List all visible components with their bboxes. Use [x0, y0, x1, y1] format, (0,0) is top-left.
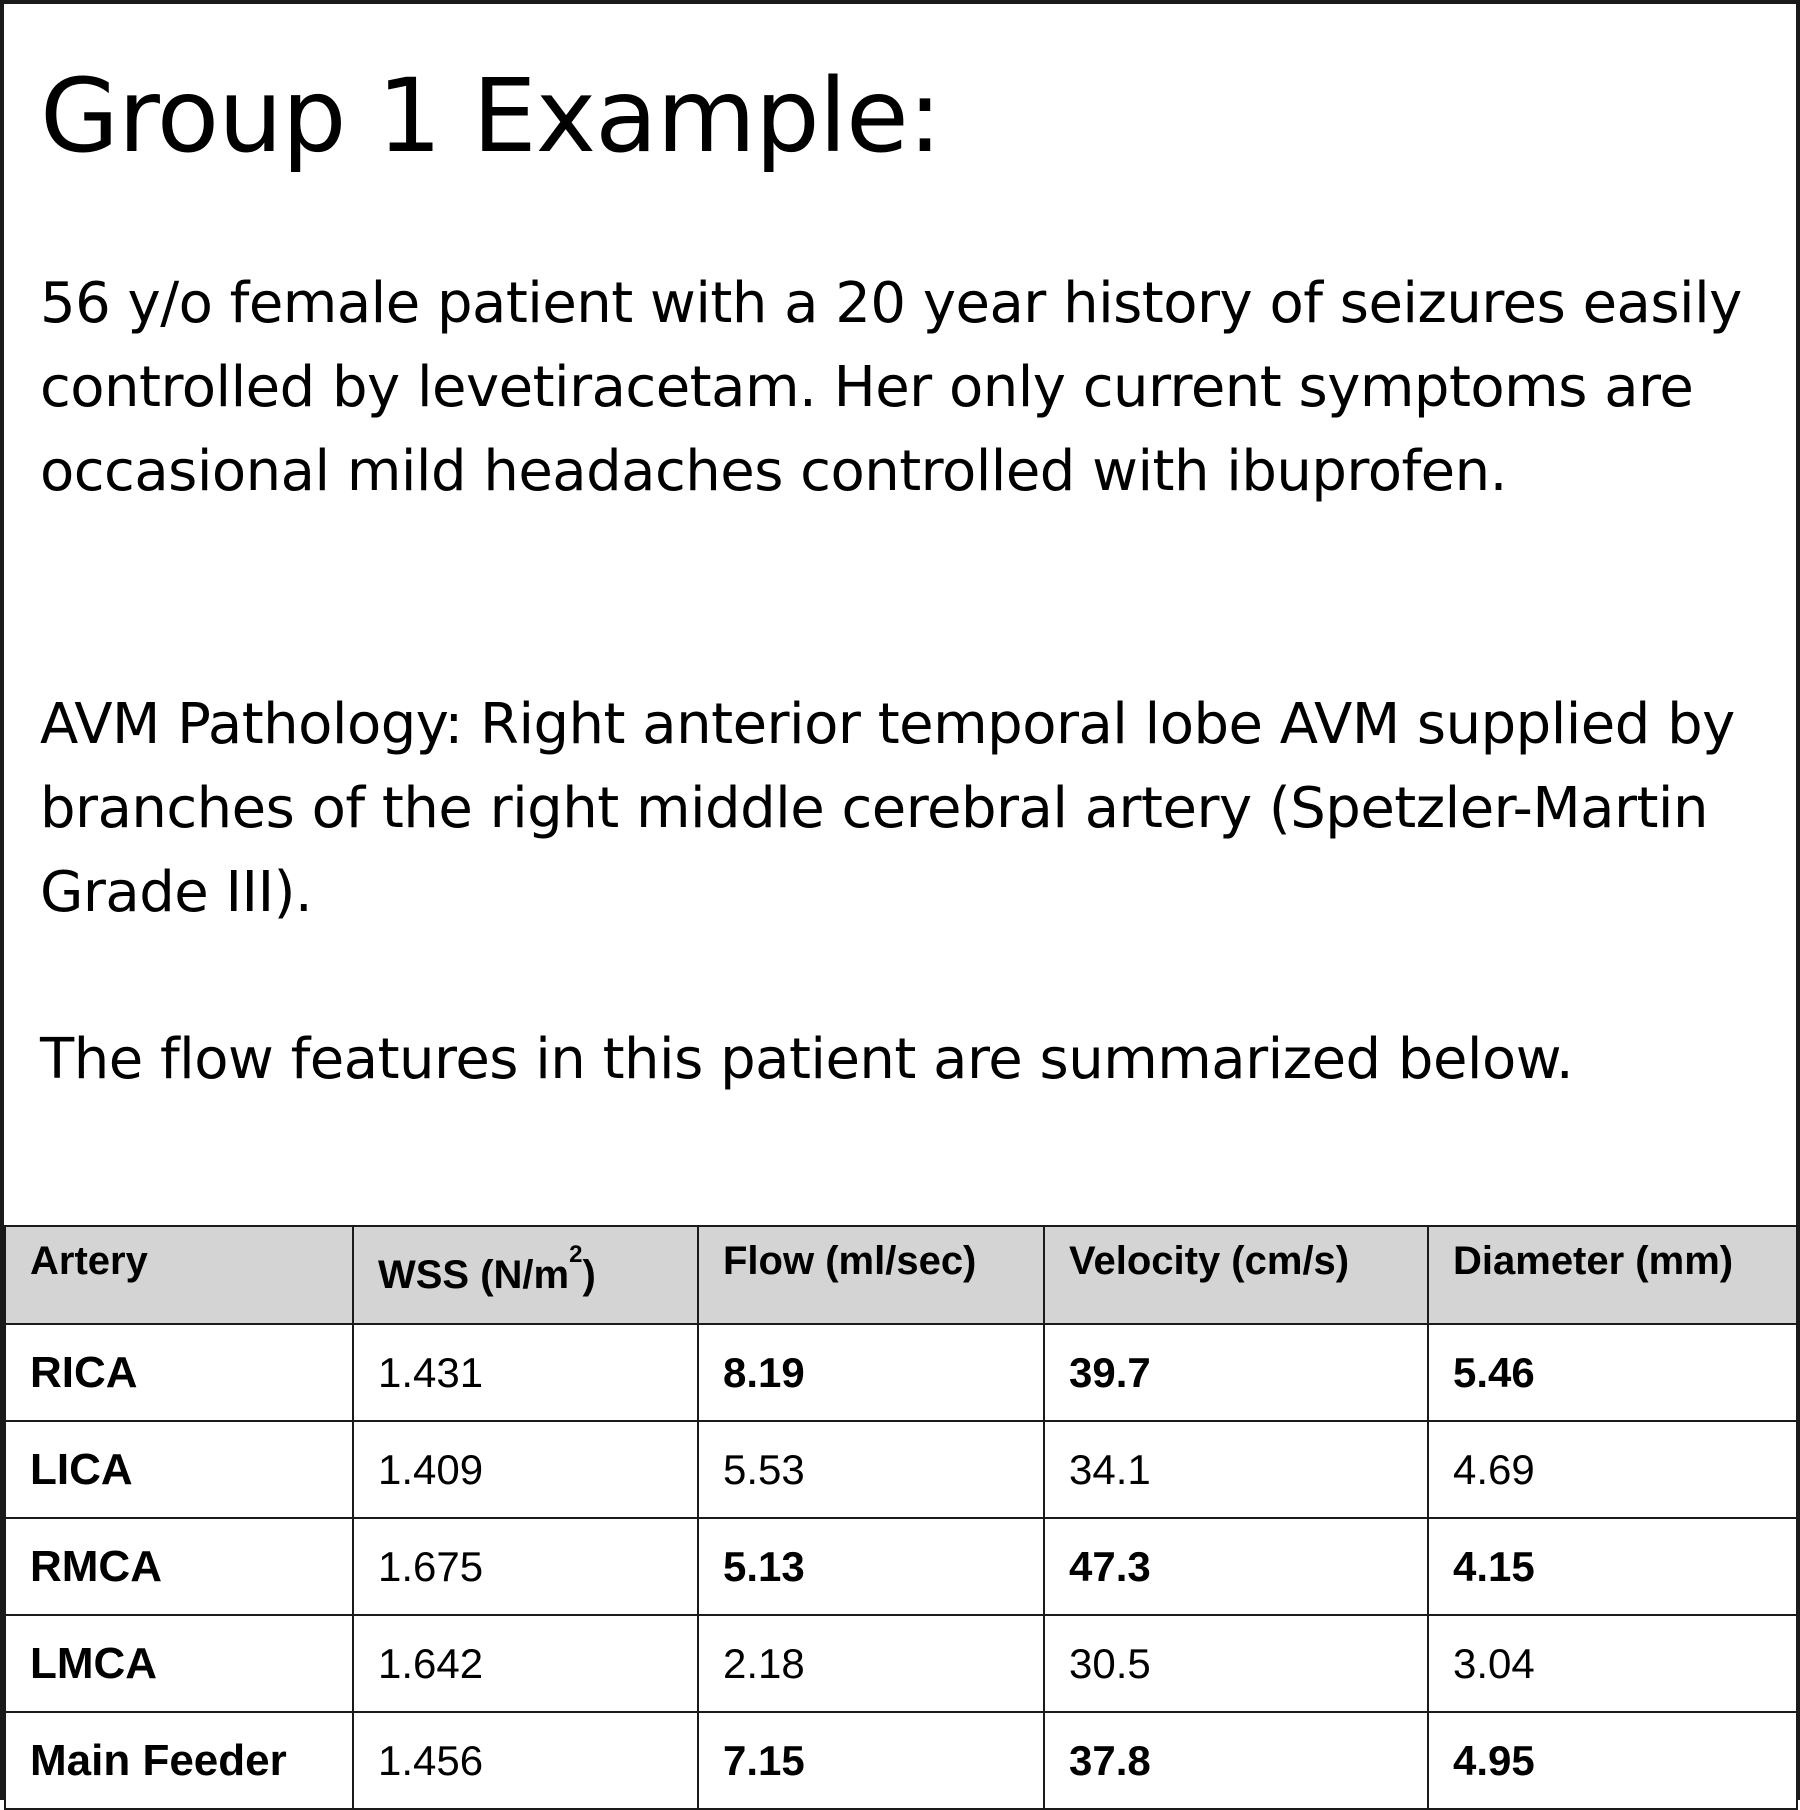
cell-wss: 1.431 — [353, 1324, 698, 1421]
cell-diameter: 4.15 — [1428, 1518, 1797, 1615]
cell-wss: 1.642 — [353, 1615, 698, 1712]
summary-paragraph: The flow features in this patient are summarized below. — [40, 1027, 1574, 1092]
cell-flow: 2.18 — [698, 1615, 1044, 1712]
cell-wss: 1.456 — [353, 1712, 698, 1809]
cell-velocity: 30.5 — [1044, 1615, 1428, 1712]
header-wss — [353, 1226, 698, 1324]
table-row — [5, 1518, 1797, 1615]
header-velocity: Velocity (cm/s) — [1044, 1226, 1428, 1324]
cell-flow: 7.15 — [698, 1712, 1044, 1809]
header-wss-label: WSS (N/m — [378, 1253, 570, 1297]
cell-velocity: 39.7 — [1044, 1324, 1428, 1421]
header-wss-close: ) — [582, 1253, 596, 1297]
table-row — [5, 1712, 1797, 1809]
cell-velocity: 34.1 — [1044, 1421, 1428, 1518]
cell-diameter: 4.95 — [1428, 1712, 1797, 1809]
cell-artery: Main Feeder — [5, 1712, 353, 1809]
cell-diameter: 5.46 — [1428, 1324, 1797, 1421]
header-artery: Artery — [5, 1226, 353, 1324]
table-row — [5, 1421, 1797, 1518]
table-row — [5, 1615, 1797, 1712]
flow-features-table — [4, 1225, 1798, 1810]
cell-artery: LICA — [5, 1421, 353, 1518]
cell-flow: 5.13 — [698, 1518, 1044, 1615]
header-wss-superscript: 2 — [569, 1241, 583, 1268]
cell-flow: 8.19 — [698, 1324, 1044, 1421]
slide-title: Group 1 Example: — [40, 57, 942, 176]
cell-velocity: 47.3 — [1044, 1518, 1428, 1615]
cell-flow: 5.53 — [698, 1421, 1044, 1518]
cell-velocity: 37.8 — [1044, 1712, 1428, 1809]
cell-artery: RICA — [5, 1324, 353, 1421]
header-diameter: Diameter (mm) — [1428, 1226, 1797, 1324]
table-row — [5, 1324, 1797, 1421]
table-header-row — [5, 1226, 1797, 1324]
header-flow: Flow (ml/sec) — [698, 1226, 1044, 1324]
patient-history-paragraph: 56 y/o female patient with a 20 year history of seizures easily controlled by levetiracetam. Her only current symptoms are occasional mild headaches controlled with ibuprofen. — [40, 271, 1742, 504]
cell-diameter: 3.04 — [1428, 1615, 1797, 1712]
cell-diameter: 4.69 — [1428, 1421, 1797, 1518]
cell-wss: 1.675 — [353, 1518, 698, 1615]
cell-wss: 1.409 — [353, 1421, 698, 1518]
avm-pathology-paragraph: AVM Pathology: Right anterior temporal lobe AVM supplied by branches of the right middle cerebral artery (Spetzler-Martin Grade III). — [40, 692, 1735, 925]
cell-artery: LMCA — [5, 1615, 353, 1712]
cell-artery: RMCA — [5, 1518, 353, 1615]
